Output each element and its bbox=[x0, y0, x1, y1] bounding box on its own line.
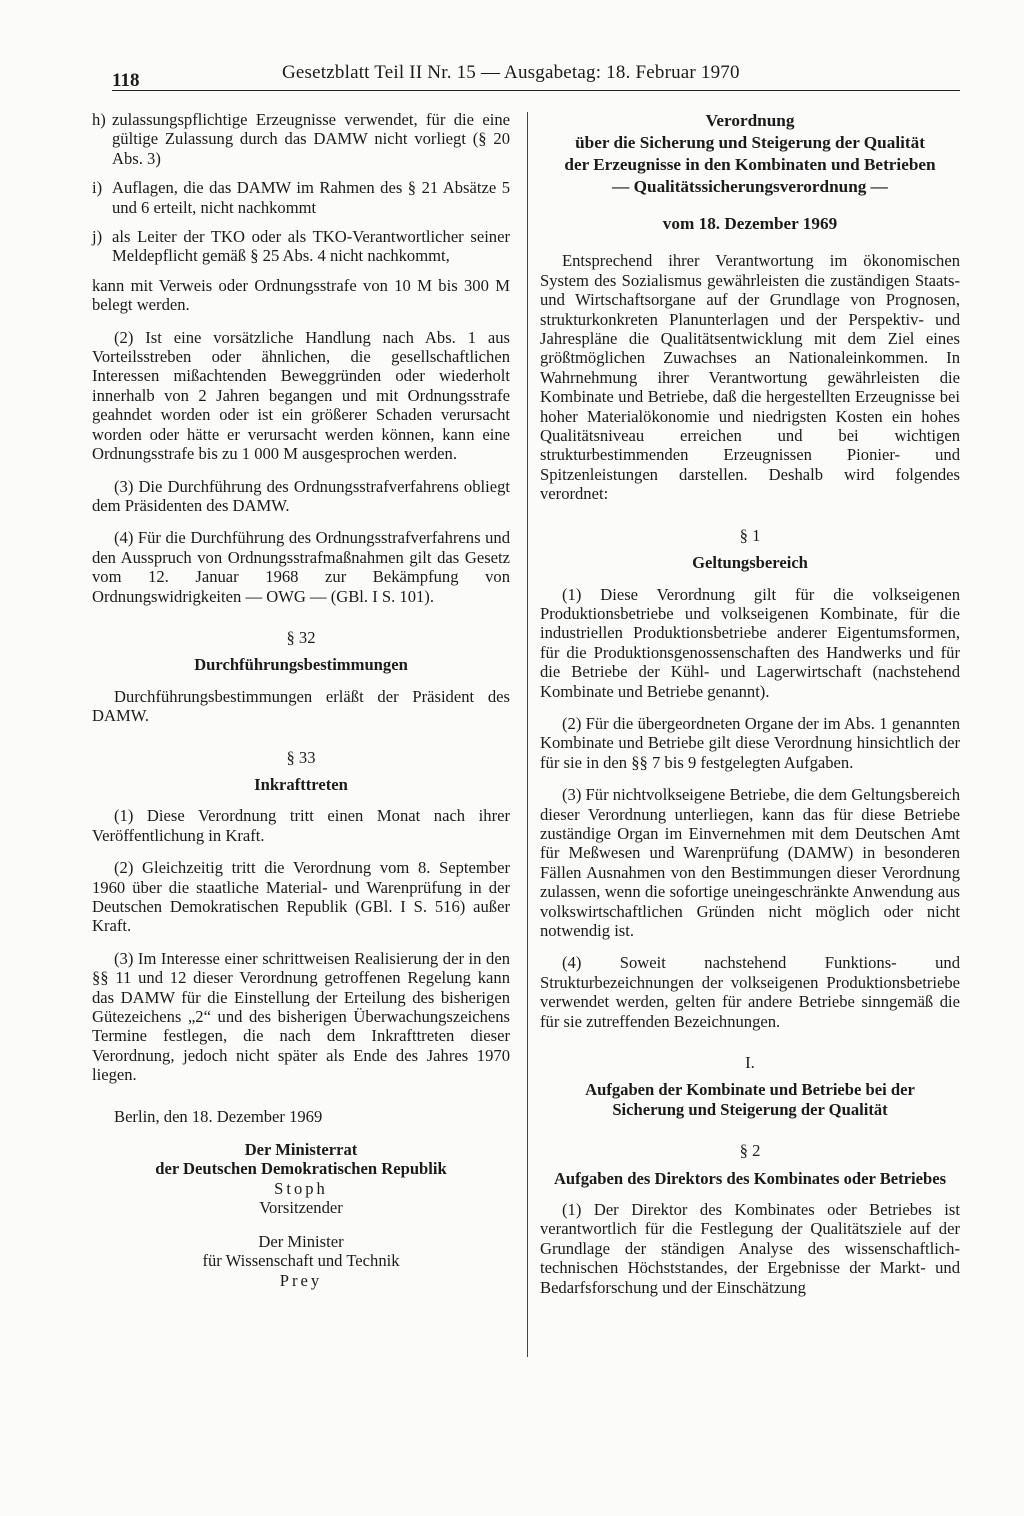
title-line: Verordnung bbox=[705, 111, 795, 130]
paragraph-4: (4) Für die Durchführung des Ordnungsstrafverfahrens und den Ausspruch von Ordnungsstrafmaßnahmen gilt das Gesetz vom 12. Januar 1968 zur Bekämpfung von Ordnungswidrigkeiten — OWG — (GBl. I S. 101). bbox=[92, 528, 510, 606]
title-line: über die Sicherung und Steigerung der Qualität bbox=[575, 133, 925, 152]
section-1-paragraph-1: (1) Diese Verordnung gilt für die volkseigenen Produktionsbetriebe und volkseigenen Kombinate, für die industriellen Produktionsbetriebe anderer Eigentumsformen, für die Produktionsgenossenschaften des Handwerks und für die Betriebe der Kühl- und Lagerwirtschaft (nachstehend Kombinate und Betriebe genannt). bbox=[540, 584, 960, 701]
section-33-title: Inkrafttreten bbox=[254, 774, 348, 794]
column-divider bbox=[527, 112, 528, 1357]
ordinance-title bbox=[540, 110, 960, 198]
item-text: als Leiter der TKO oder als TKO-Verantwortlicher seiner Meldepflicht gemäß § 25 Abs. 4 nicht nachkommt, bbox=[112, 227, 510, 266]
list-item bbox=[92, 178, 510, 217]
section-2-title: Aufgaben des Direktors des Kombinates oder Betriebes bbox=[553, 1168, 947, 1188]
penalty-clause: kann mit Verweis oder Ordnungsstrafe von 10 M bis 300 M belegt werden. bbox=[92, 275, 510, 315]
signatory-name: Stoph bbox=[274, 1178, 328, 1198]
signature-institution-line-2: der Deutschen Demokratischen Republik bbox=[155, 1159, 447, 1179]
title-line: — Qualitätssicherungsverordnung — bbox=[612, 177, 888, 196]
signature-block-minister bbox=[92, 1232, 510, 1290]
section-1-paragraph-4: (4) Soweit nachstehend Funktions- und Strukturbezeichnungen der volkseigenen Produktionsbetriebe verwendet werden, gelten für andere Betriebe sinngemäß die für sie zutreffenden Bezeichnungen. bbox=[540, 953, 960, 1031]
item-label: j) bbox=[92, 227, 103, 247]
left-column bbox=[92, 110, 510, 1290]
section-33-paragraph-2: (2) Gleichzeitig tritt die Verordnung vom 8. September 1960 über die staatliche Material- und Warenprüfung in der Deutschen Demokratischen Republik (GBl. I S. 516) außer Kraft. bbox=[92, 858, 510, 936]
signature-title: Der Minister bbox=[258, 1231, 344, 1251]
right-column bbox=[540, 110, 960, 1310]
part-number: I. bbox=[745, 1053, 755, 1073]
title-line: der Erzeugnisse in den Kombinaten und Betrieben bbox=[564, 155, 936, 174]
section-1-title: Geltungsbereich bbox=[692, 553, 808, 573]
signatory-role: Vorsitzender bbox=[259, 1198, 343, 1218]
preamble: Entsprechend ihrer Verantwortung im ökonomischen System des Sozialismus gewährleisten die zuständigen Staats- und Wirtschaftsorgane auf der Grundlage von Prognosen, strukturkonkreten Planunterlagen und der Perspektiv- und Jahrespläne die Qualitätsentwicklung mit dem Ziel eines größtmöglichen Zuwachses an Nationaleinkommen. In Wahrnehmung ihrer Verantwortung gewährleisten die Kombinate und Betriebe, daß die hergestellten Erzeugnisse bei hoher Materialökonomie und niedrigsten Kosten ein hohes Qualitätsniveau erreichen und bei wichtigen strukturbestimmenden Erzeugnissen Pionier- und Spitzenleistungen darstellen. Deshalb wird folgendes verordnet: bbox=[540, 251, 960, 504]
section-1-paragraph-2: (2) Für die übergeordneten Organe der im Abs. 1 genannten Kombinate und Betriebe gilt diese Verordnung hinsichtlich der für sie in den §§ 7 bis 9 festgelegten Aufgaben. bbox=[540, 713, 960, 772]
list-item bbox=[92, 227, 510, 266]
part-title bbox=[540, 1080, 960, 1119]
part-title-line-1: Aufgaben der Kombinate und Betriebe bei der bbox=[585, 1080, 915, 1100]
item-label: i) bbox=[92, 178, 103, 198]
signature-block-council bbox=[92, 1140, 510, 1218]
item-text: zulassungspflichtige Erzeugnisse verwendet, für die eine gültige Zulassung durch das DAMW nicht vorliegt (§ 20 Abs. 3) bbox=[112, 110, 510, 168]
page-header bbox=[112, 60, 960, 91]
running-title: Gesetzblatt Teil II Nr. 15 — Ausgabetag: 18. Februar 1970 bbox=[282, 62, 740, 83]
section-33-paragraph-3: (3) Im Interesse einer schrittweisen Realisierung der in den §§ 11 und 12 dieser Verordnung getroffenen Regelung kann das DAMW für die Einstellung der Erteilung des bisherigen Gütezeichens „2“ und des bisherigen Überwachungszeichens Termine festlegen, die nach dem Inkrafttreten dieser Verordnung, jedoch nicht später als Ende des Jahres 1970 liegen. bbox=[92, 948, 510, 1085]
signature-ministry: für Wissenschaft und Technik bbox=[202, 1251, 400, 1271]
section-1-paragraph-3: (3) Für nichtvolkseigene Betriebe, die dem Geltungsbereich dieser Verordnung unterliegen, kann das für diese Betriebe zuständige Organ im Einvernehmen mit dem Deutschen Amt für Meßwesen und Warenprüfung (DAMW) in besonderen Fällen Ausnahmen von den Bestimmungen dieser Verordnung zulassen, wenn die sofortige uneingeschränkte Anwendung aus volkswirtschaftlichen Gründen nicht möglich oder nicht notwendig ist. bbox=[540, 785, 960, 940]
paragraph-3: (3) Die Durchführung des Ordnungsstrafverfahrens obliegt dem Präsidenten des DAMW. bbox=[92, 476, 510, 515]
section-33-paragraph-1: (1) Diese Verordnung tritt einen Monat nach ihrer Veröffentlichung in Kraft. bbox=[92, 806, 510, 845]
section-2-number: § 2 bbox=[739, 1141, 761, 1161]
ordinance-date: vom 18. Dezember 1969 bbox=[662, 214, 838, 233]
section-32-title: Durchführungsbestimmungen bbox=[194, 655, 408, 675]
section-32-number: § 32 bbox=[286, 627, 316, 647]
section-33-number: § 33 bbox=[286, 747, 316, 767]
part-title-line-2: Sicherung und Steigerung der Qualität bbox=[612, 1099, 888, 1119]
signature-institution: Der Ministerrat bbox=[244, 1140, 358, 1160]
paragraph-2: (2) Ist eine vorsätzliche Handlung nach Abs. 1 aus Vorteilsstreben oder ähnlichen, die gesellschaftlichen Interessen mißachtenden Beweggründen oder wiederholt innerhalb von 2 Jahren begangen und mit Ordnungsstrafe geahndet worden oder ist ein größerer Schaden verursacht worden oder hätte er verursacht werden können, kann eine Ordnungsstrafe bis zu 1 000 M ausgesprochen werden. bbox=[92, 327, 510, 464]
section-1-number: § 1 bbox=[739, 525, 761, 545]
signatory-name: Prey bbox=[279, 1270, 323, 1290]
section-2-paragraph-1: (1) Der Direktor des Kombinates oder Betriebes ist verantwortlich für die Festlegung der Qualitätsziele auf der Grundlage der ständigen Analyse des wissenschaftlich-technischen Höchststandes, der Ergebnisse der Markt- und Bedarfsforschung und der Einschätzung bbox=[540, 1200, 960, 1297]
place-and-date: Berlin, den 18. Dezember 1969 bbox=[114, 1106, 323, 1126]
page-number: 118 bbox=[112, 70, 140, 91]
item-label: h) bbox=[92, 110, 106, 129]
item-text: Auflagen, die das DAMW im Rahmen des § 21 Absätze 5 und 6 erteilt, nicht nachkommt bbox=[112, 178, 510, 217]
list-item bbox=[92, 110, 510, 168]
section-32-text: Durchführungsbestimmungen erläßt der Präsident des DAMW. bbox=[92, 686, 510, 726]
